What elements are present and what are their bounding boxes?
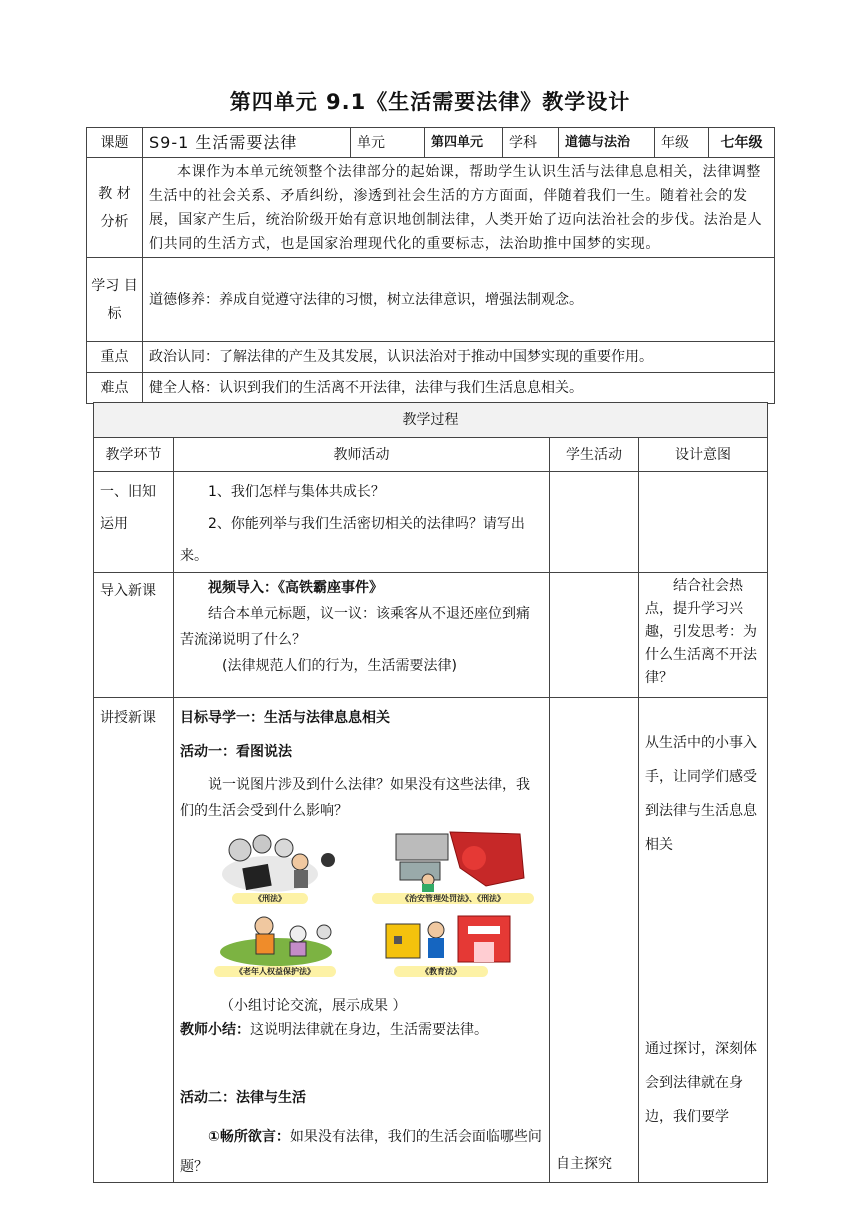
review-question-2: 2、你能列举与我们生活密切相关的法律吗？请写出来。 xyxy=(180,516,525,564)
unit-label: 单元 xyxy=(351,128,425,158)
goal-label: 学习 目标 xyxy=(87,258,143,342)
subject-value: 道德与法治 xyxy=(559,128,655,158)
criminal-law-illustration xyxy=(210,832,350,896)
stage-new-lesson: 讲授新课 xyxy=(94,698,174,1183)
stage-review: 一、旧知运用 xyxy=(94,472,174,573)
review-question-1: 1、我们怎样与集体共成长？ xyxy=(208,484,385,500)
page-title: 第四单元 9.1《生活需要法律》教学设计 xyxy=(229,90,631,114)
grade-value: 七年级 xyxy=(709,128,775,158)
topic-value: S9-1 生活需要法律 xyxy=(143,128,351,158)
teacher-summary-text: 这说明法律就在身边，生活需要法律。 xyxy=(250,1022,488,1038)
goal-text: 道德修养：养成自觉遵守法律的习惯，树立法律意识，增强法制观念。 xyxy=(143,258,775,342)
caption-education-law: 《教育法》 xyxy=(394,966,488,977)
analysis-text: 本课作为本单元统领整个法律部分的起始课，帮助学生认识生活与法律息息相关，法律调整生活中的社会关系、矛盾纠纷，渗透到社会生活的方方面面，伴随着我们一生。随着社会的发展，国家产生后，统治阶级开始有意识地创制法律，人类开始了迈向法治社会的步伐。法治是人们共同的生活方式，也是国家治理现代化的重要标志，法治助推中国梦的实现。 xyxy=(149,163,763,252)
student-activity-empty xyxy=(550,472,639,573)
public-security-illustration xyxy=(390,828,528,894)
column-stage: 教学环节 xyxy=(94,438,174,472)
intro-intent: 结合社会热点，提升学习兴趣，引发思考：为什么生活离不开法律？ xyxy=(645,578,757,686)
difficulty-text: 健全人格：认识到我们的生活离不开法律，法律与我们生活息息相关。 xyxy=(143,373,775,404)
process-header: 教学过程 xyxy=(94,403,768,438)
activity-two-title: 活动二：法律与生活 xyxy=(180,1090,306,1106)
elderly-rights-illustration xyxy=(216,912,340,966)
key-point-text: 政治认同：了解法律的产生及其发展，认识法治对于推动中国梦实现的重要作用。 xyxy=(143,342,775,373)
teacher-summary-label: 教师小结： xyxy=(180,1022,250,1038)
caption-criminal-law: 《刑法》 xyxy=(232,893,308,904)
topic-label: 课题 xyxy=(87,128,143,158)
analysis-label: 教 材 分析 xyxy=(87,158,143,258)
intro-answer: (法律规范人们的行为，生活需要法律) xyxy=(222,658,457,674)
column-teacher: 教师活动 xyxy=(174,438,550,472)
column-intent: 设计意图 xyxy=(639,438,768,472)
intro-discussion: 结合本单元标题，议一议：该乘客从不退还座位到痛苦流涕说明了什么？ xyxy=(180,606,530,648)
intent-empty xyxy=(639,472,768,573)
key-point-label: 重点 xyxy=(87,342,143,373)
unit-value: 第四单元 xyxy=(425,128,503,158)
activity-one-title: 活动一：看图说法 xyxy=(180,744,292,760)
teaching-process-table xyxy=(93,402,768,1183)
student-self-explore: 自主探究 xyxy=(550,698,639,1183)
question-label: ①畅所欲言： xyxy=(208,1129,290,1145)
new-lesson-intent-2: 通过探讨，深刻体会到法律就在身边，我们要学 xyxy=(645,1041,757,1125)
group-discussion: （小组讨论交流，展示成果 ） xyxy=(220,998,407,1014)
stage-intro: 导入新课 xyxy=(94,573,174,698)
intro-student-empty xyxy=(550,573,639,698)
subject-label: 学科 xyxy=(503,128,559,158)
caption-public-security-law: 《治安管理处罚法》、《刑法》 xyxy=(372,893,534,904)
education-law-illustration xyxy=(382,910,514,968)
goal-guide-one: 目标导学一：生活与法律息息相关 xyxy=(180,710,390,726)
column-student: 学生活动 xyxy=(550,438,639,472)
caption-elderly-rights-law: 《老年人权益保护法》 xyxy=(214,966,336,977)
grade-label: 年级 xyxy=(655,128,709,158)
new-lesson-intent-1: 从生活中的小事入手，让同学们感受到法律与生活息息相关 xyxy=(645,735,757,853)
video-intro: 视频导入：《高铁霸座事件》 xyxy=(208,580,383,596)
difficulty-label: 难点 xyxy=(87,373,143,404)
activity-one-text: 说一说图片涉及到什么法律？如果没有这些法律，我们的生活会受到什么影响？ xyxy=(180,777,530,819)
question-text: 如果没有法律，我们的生活会面临哪些问题？ xyxy=(180,1129,542,1175)
lesson-info-table xyxy=(86,127,775,404)
